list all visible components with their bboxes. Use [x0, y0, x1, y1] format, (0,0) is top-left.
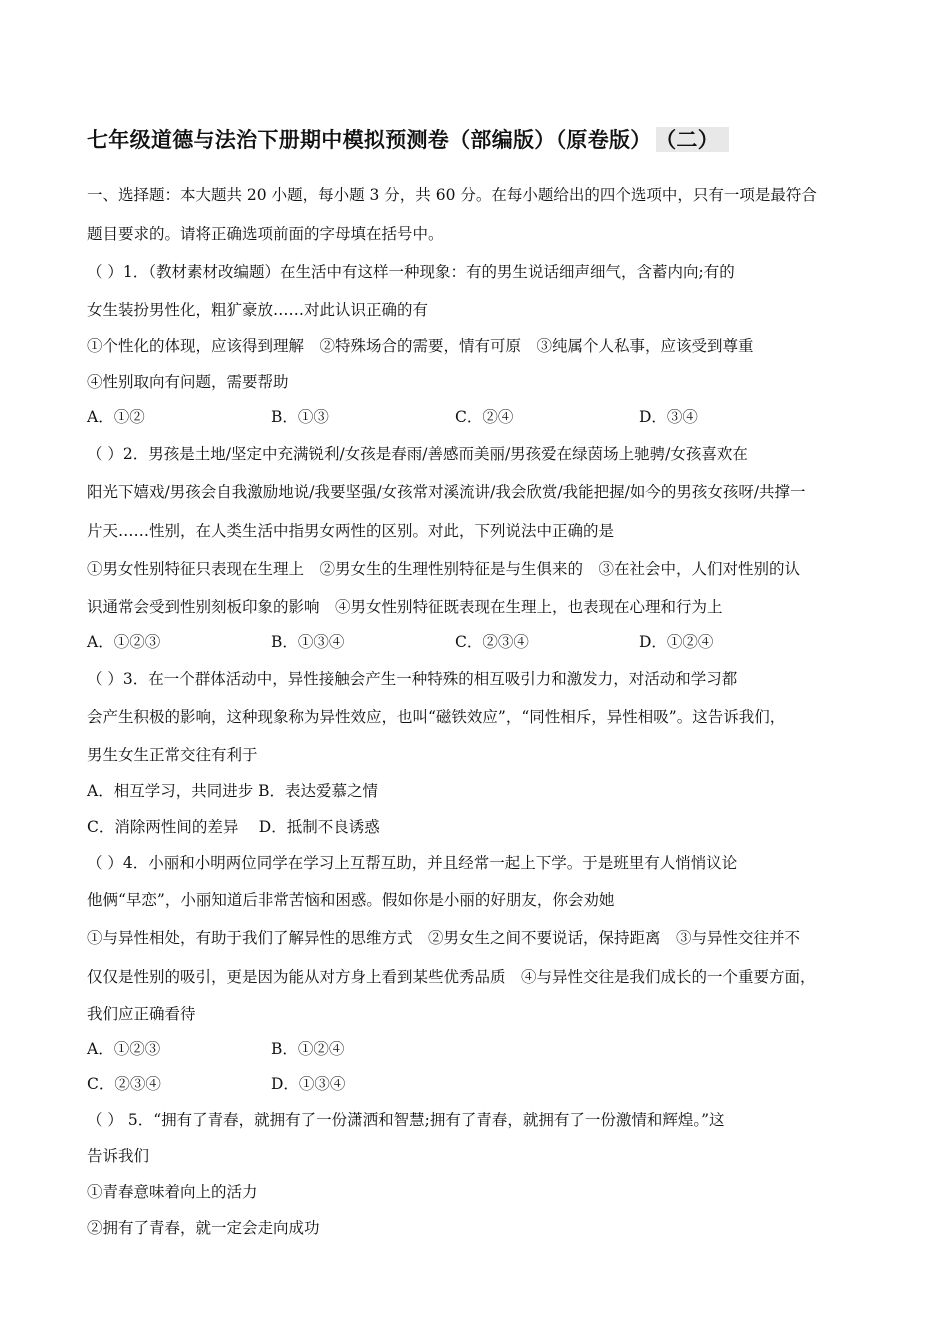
- option-c: C．②④: [455, 407, 514, 426]
- question-4-options-row: [87, 1067, 877, 1102]
- option-d: D．①②④: [639, 632, 714, 651]
- section-instruction: 一、选择题：本大题共 20 小题，每小题 3 分，共 60 分。在每小题给出的四个选项中，只有一项是最符合: [87, 186, 817, 204]
- option-b: B．①②④: [271, 1040, 345, 1058]
- question-3-stem-cont: 男生女生正常交往有利于: [87, 745, 258, 764]
- question-2-statement: ①男女性别特征只表现在生理上 ②男女生的生理性别特征是与生俱来的 ③在社会中，人们对性别的认: [87, 560, 801, 578]
- question-5-stem: （ ） 5．“拥有了青春，就拥有了一份潇洒和智慧;拥有了青春，就拥有了一份激情和辉煌。”这: [87, 1111, 725, 1129]
- option-a: A．①②③: [87, 632, 161, 651]
- title-suffix-highlight: （二）: [656, 127, 729, 152]
- option-d: D．①③④: [271, 1075, 346, 1093]
- question-1-stem-cont: 女生装扮男性化，粗犷豪放……对此认识正确的有: [87, 300, 429, 319]
- title-main: 七年级道德与法治下册期中模拟预测卷（部编版）（原卷版）: [87, 127, 652, 152]
- question-3-options-row: A．相互学习，共同进步 B．表达爱慕之情: [87, 781, 379, 800]
- question-1-options: [87, 400, 877, 435]
- question-3-stem: （ ）3．在一个群体活动中，异性接触会产生一种特殊的相互吸引力和激发力，对活动和学习都: [87, 669, 738, 688]
- option-c: C．②③④: [87, 1075, 161, 1093]
- document-body: [87, 176, 877, 1246]
- question-4-statement: 仅仅是性别的吸引，更是因为能从对方身上看到某些优秀品质 ④与异性交往是我们成长的一个重要方面，: [87, 967, 816, 986]
- question-4-stem: （ ）4．小丽和小明两位同学在学习上互帮互助，并且经常一起上下学。于是班里有人悄悄议论: [87, 853, 738, 872]
- option-a: A．①②: [87, 407, 145, 426]
- question-5-statement: ①青春意味着向上的活力: [87, 1183, 258, 1201]
- question-5-statement: ②拥有了青春，就一定会走向成功: [87, 1219, 320, 1237]
- question-5-stem-cont: 告诉我们: [87, 1147, 150, 1165]
- option-d: D．③④: [639, 407, 698, 426]
- option-b: B．①③: [271, 407, 329, 426]
- section-instruction-cont: 题目要求的。请将正确选项前面的字母填在括号中。: [87, 224, 444, 243]
- question-1-stem: （ ）1．（教材素材改编题）在生活中有这样一种现象：有的男生说话细声细气，含蓄内向;有的: [87, 263, 735, 281]
- question-4-statement: ①与异性相处，有助于我们了解异性的思维方式 ②男女生之间不要说话，保持距离 ③与异性交往并不: [87, 929, 801, 947]
- question-3-stem-cont: 会产生积极的影响，这种现象称为异性效应，也叫“磁铁效应”，“同性相斥，异性相吸”。这告诉我们，: [87, 708, 786, 726]
- question-2-options: [87, 625, 877, 660]
- page-title: [87, 124, 729, 154]
- question-1-statement: ①个性化的体现，应该得到理解 ②特殊场合的需要，情有可原 ③纯属个人私事，应该受到尊重: [87, 336, 754, 355]
- option-a: A．①②③: [87, 1040, 161, 1058]
- question-3-options-row: C．消除两性间的差异 D．抵制不良诱惑: [87, 817, 380, 836]
- question-4-stem-cont: 他俩“早恋”，小丽知道后非常苦恼和困惑。假如你是小丽的好朋友，你会劝她: [87, 890, 615, 909]
- option-b: B．①③④: [271, 632, 345, 651]
- question-2-statement: 识通常会受到性别刻板印象的影响 ④男女性别特征既表现在生理上，也表现在心理和行为上: [87, 597, 723, 616]
- question-2-stem-cont: 片天……性别，在人类生活中指男女两性的区别。对此，下列说法中正确的是: [87, 521, 615, 540]
- question-4-statement: 我们应正确看待: [87, 1005, 196, 1023]
- question-2-stem: （ ）2．男孩是土地/坚定中充满锐利/女孩是春雨/善感而美丽/男孩爱在绿茵场上驰骋/女孩喜欢在: [87, 444, 748, 463]
- question-4-options-row: [87, 1032, 877, 1067]
- question-1-statement: ④性别取向有问题，需要帮助: [87, 372, 289, 391]
- question-2-stem-cont: 阳光下嬉戏/男孩会自我激励地说/我要坚强/女孩常对溪流讲/我会欣赏/我能把握/如今的男孩女孩呀/共撑一: [87, 483, 806, 501]
- option-c: C．②③④: [455, 632, 529, 651]
